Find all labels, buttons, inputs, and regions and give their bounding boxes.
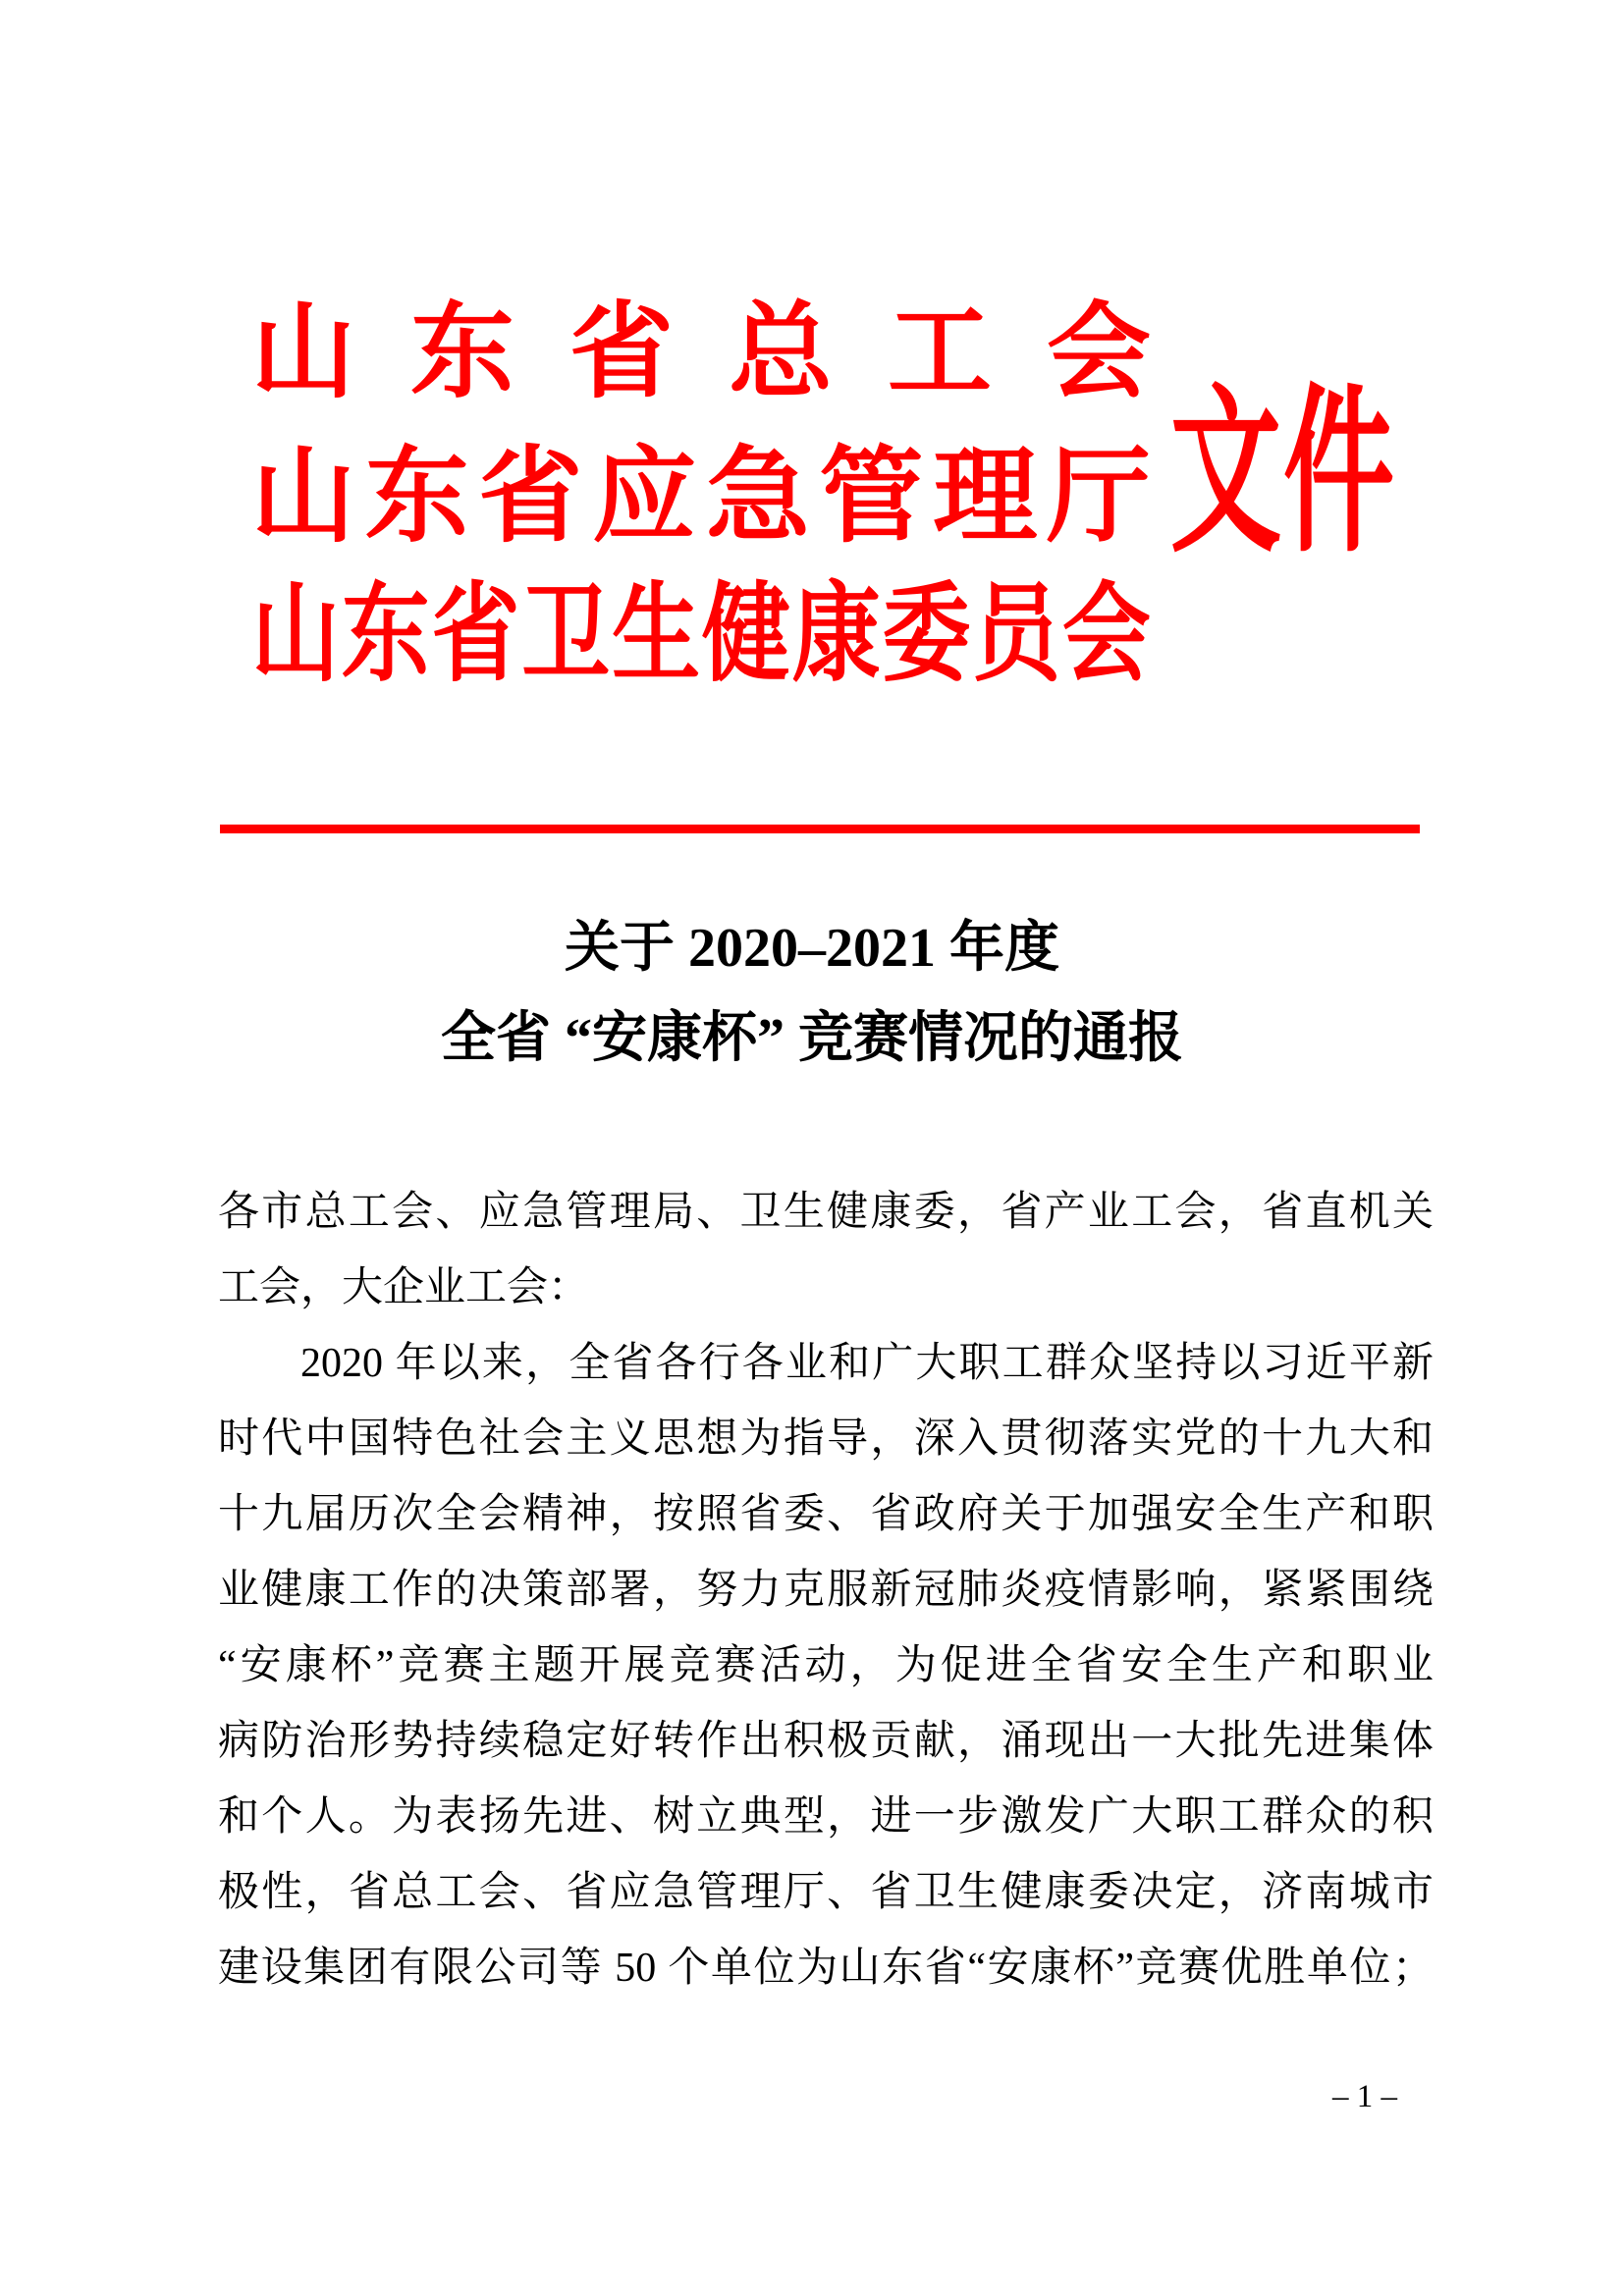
agency-char: 会 [1047,295,1151,410]
agency-char: 委 [882,576,971,695]
title-line-2: 全省 “安康杯” 竞赛情况的通报 [441,1008,1183,1069]
agency-char: 山 [251,576,340,695]
agency-char: 总 [729,295,833,410]
body-line: “安康杯”竞赛主题开展竞赛活动，为促进全省安全生产和职业 [218,1643,1434,1688]
agency-char: 山 [251,440,355,555]
agency-char: 员 [972,576,1061,695]
body-line: 和个人。为表扬先进、树立典型，进一步激发广大职工群众的积 [218,1794,1434,1840]
agency-char: 工 [888,295,992,410]
body-line: 建设集团有限公司等 50 个单位为山东省“安康杯”竞赛优胜单位； [218,1946,1434,1991]
body-line: 时代中国特色社会主义思想为指导，深入贯彻落实党的十九大和 [218,1416,1434,1462]
agency-char: 会 [1061,576,1151,695]
agency-char: 省 [569,295,674,410]
body-line: 十九届历次全会精神，按照省委、省政府关于加强安全生产和职 [218,1492,1434,1537]
body-line: 2020 年以来，全省各行各业和广大职工群众坚持以习近平新 [300,1341,1434,1386]
agency-char: 生 [612,576,701,695]
body-line: 病防治形势持续稳定好转作出积极贡献，涌现出一大批先进集体 [218,1719,1434,1764]
agency-char: 管 [819,440,924,555]
agency-char: 山 [251,295,355,410]
body-line: 工会，大企业工会： [218,1265,590,1310]
agency-line-shandong-federation-of-trade-unions [251,294,1151,412]
doc-type-label: 文件 [1170,375,1396,574]
agency-char: 东 [341,576,430,695]
agency-line-shandong-emergency-management-department [251,439,1151,557]
agency-char: 东 [410,295,514,410]
agency-char: 急 [705,440,810,555]
agency-char: 应 [592,440,697,555]
body-line: 业健康工作的决策部署，努力克服新冠肺炎疫情影响，紧紧围绕 [218,1568,1434,1613]
agency-line-shandong-health-commission [251,564,1151,708]
page-number: – 1 – [1332,2079,1397,2114]
red-separator-line [220,825,1420,833]
agency-char: 卫 [521,576,611,695]
body-line: 各市总工会、应急管理局、卫生健康委，省产业工会，省直机关 [218,1190,1434,1235]
body-line: 极性，省总工会、省应急管理厅、省卫生健康委决定，济南城市 [218,1870,1434,1915]
agency-char: 省 [431,576,520,695]
agency-char: 厅 [1046,440,1151,555]
body-lines [218,1175,1434,2006]
agency-char: 康 [791,576,881,695]
title-line-1: 关于 2020–2021 年度 [565,918,1059,979]
agency-char: 理 [933,440,1038,555]
agency-char: 健 [701,576,790,695]
agency-char: 省 [478,440,583,555]
agency-char: 东 [364,440,469,555]
document-title [0,903,1624,1084]
